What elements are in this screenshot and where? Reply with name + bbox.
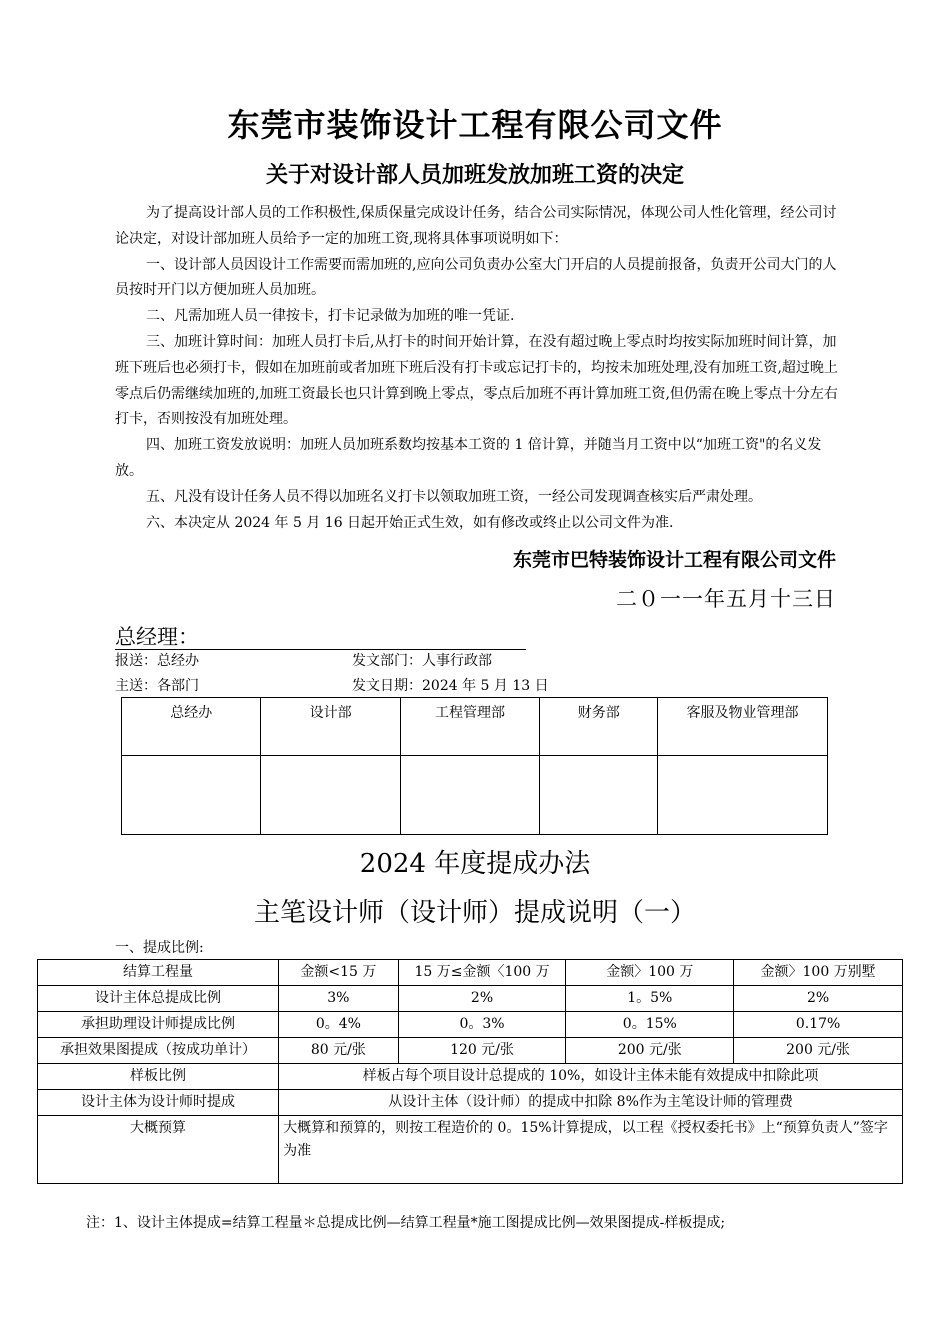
paragraph-intro: 为了提高设计部人员的工作积极性,保质保量完成设计任务，结合公司实际情况，体现公司人性化管理，经公司讨论决定，对设计部加班人员给予一定的加班工资,现将具体事项说明如下： — [115, 205, 837, 247]
paragraph-5: 五、凡没有设计任务人员不得以加班名义打卡以领取加班工资，一经公司发现调查核实后严肃处理。 — [146, 488, 762, 505]
issue-date: 发文日期：2024 年 5 月 13 日 — [352, 678, 549, 694]
dist-sign-cell — [540, 756, 658, 835]
table-cell: 0.17% — [734, 1012, 903, 1038]
document-title: 东莞市装饰设计工程有限公司文件 — [227, 106, 723, 144]
issue-date-chinese: 二０一一年五月十三日 — [616, 587, 836, 611]
dist-sign-cell — [400, 756, 539, 835]
table-cell: 承担效果图提成（按成功单计） — [38, 1038, 279, 1064]
table-cell: 0。4% — [279, 1012, 399, 1038]
table-cell: 从设计主体（设计师）的提成中扣除 8%作为主笔设计师的管理费 — [279, 1090, 903, 1116]
issuer-name: 东莞市巴特装饰设计工程有限公司文件 — [512, 549, 836, 571]
table-cell: 200 元/张 — [566, 1038, 734, 1064]
paragraph-1: 一、设计部人员因设计工作需要而需加班的,应向公司负责办公室大门开启的人员提前报备，负责开公司大门的人员按时开门以方便加班人员加班。 — [115, 256, 837, 299]
paragraph-6: 六、本决定从 2024 年 5 月 16 日起开始正式生效，如有修改或终止以公司文件为准. — [146, 514, 674, 531]
table-row — [38, 986, 903, 1012]
table-cell: 样板占每个项目设计总提成的 10%，如设计主体未能有效提成中扣除此项 — [279, 1064, 903, 1090]
document-subtitle: 关于对设计部人员加班发放加班工资的决定 — [265, 163, 684, 188]
table-cell: 120 元/张 — [398, 1038, 566, 1064]
paragraph-3: 三、加班计算时间：加班人员打卡后,从打卡的时间开始计算，在没有超过晚上零点时均按实际加班时间计算，加班下班后也必须打卡，假如在加班前或者加班下班后没有打卡或忘记打卡的，均按未加班处理,没有加班工资,超过晚上零点后仍需继续加班的,加班工资最长也只计算到晚上零点，零点后加班不再计算加班工资,但仍需在晚上零点十分左右打卡，否则按没有加班处理。 — [115, 333, 838, 428]
table-cell: 大概预算 — [38, 1116, 279, 1184]
dist-header-cell: 设计部 — [261, 698, 400, 756]
table-cell: 设计主体为设计师时提成 — [38, 1090, 279, 1116]
dist-sign-cell — [658, 756, 828, 835]
dist-header-cell: 工程管理部 — [400, 698, 539, 756]
dist-sign-cell — [122, 756, 261, 835]
section-title: 2024 年度提成办法 — [359, 849, 591, 879]
ratio-heading: 一、提成比例: — [115, 940, 204, 956]
table-cell: 2% — [398, 986, 566, 1012]
distribution-table — [121, 697, 828, 835]
dist-sign-cell — [261, 756, 400, 835]
main-recipients: 主送：各部门 — [115, 678, 199, 694]
table-row — [122, 698, 828, 756]
table-header-cell: 结算工程量 — [38, 960, 279, 986]
gm-label: 总经理： — [115, 625, 199, 649]
table-header-cell: 金额〉100 万 — [566, 960, 734, 986]
issuing-department: 发文部门：人事行政部 — [352, 653, 492, 669]
table-header-cell: 金额〉100 万别墅 — [734, 960, 903, 986]
table-row — [38, 960, 903, 986]
table-cell: 200 元/张 — [734, 1038, 903, 1064]
table-cell: 3% — [279, 986, 399, 1012]
table-cell: 1。5% — [566, 986, 734, 1012]
table-row — [38, 1012, 903, 1038]
table-row — [38, 1038, 903, 1064]
table-row — [122, 756, 828, 835]
table-cell: 2% — [734, 986, 903, 1012]
table-row — [38, 1090, 903, 1116]
table-cell: 样板比例 — [38, 1064, 279, 1090]
dist-header-cell: 客服及物业管理部 — [658, 698, 828, 756]
report-to: 报送：总经办 — [115, 653, 199, 669]
dist-header-cell: 财务部 — [540, 698, 658, 756]
table-cell: 0。3% — [398, 1012, 566, 1038]
table-row — [38, 1064, 903, 1090]
paragraph-2: 二、凡需加班人员一律按卡，打卡记录做为加班的唯一凭证. — [146, 308, 515, 325]
table-cell: 大概算和预算的，则按工程造价的 0。15%计算提成，以工程《授权委托书》上“预算负责人”签字为准 — [279, 1116, 903, 1184]
table-cell: 承担助理设计师提成比例 — [38, 1012, 279, 1038]
commission-table — [37, 959, 903, 1184]
table-header-cell: 15 万≤金额〈100 万 — [398, 960, 566, 986]
dist-header-cell: 总经办 — [122, 698, 261, 756]
table-header-cell: 金额<15 万 — [279, 960, 399, 986]
table-cell: 80 元/张 — [279, 1038, 399, 1064]
table-row — [38, 1116, 903, 1184]
document-body — [115, 201, 845, 536]
section-subtitle: 主笔设计师（设计师）提成说明（一） — [253, 898, 696, 928]
table-cell: 0。15% — [566, 1012, 734, 1038]
formula-note: 注：1、设计主体提成=结算工程量＊总提成比例—结算工程量*施工图提成比例—效果图提成-样板提成; — [86, 1215, 726, 1231]
paragraph-4: 四、加班工资发放说明：加班人员加班系数均按基本工资的 1 倍计算，并随当月工资中以“加班工资"的名义发放。 — [115, 437, 822, 479]
table-cell: 设计主体总提成比例 — [38, 986, 279, 1012]
general-manager-signature-line — [115, 621, 526, 650]
